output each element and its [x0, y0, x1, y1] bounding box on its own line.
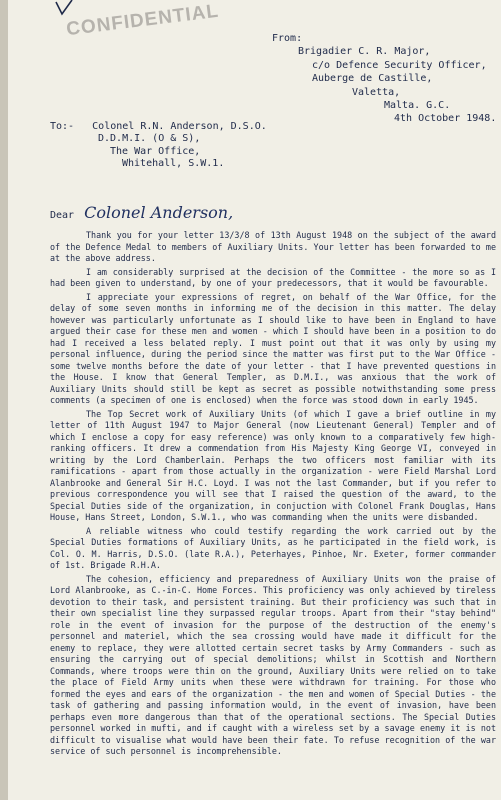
sender-address-line: Malta. G.C.	[384, 100, 451, 112]
salutation	[50, 203, 233, 222]
letter-date: 4th October 1948.	[394, 113, 497, 125]
to-label: To:-	[50, 121, 75, 132]
body-paragraph: The cohesion, efficiency and preparedness of Auxiliary Units won the praise of Lord Alanbrooke, as C.-in-C. Home Forces. This proficiency was only achieved by tireless devotion to their task, and persistent training. But their proficiency was such that in their own specialist line they surpassed regular troops. Apart from their "stay behind" role in the event of invasion for the purpose of the destruction of the enemy's personnel and materiel, which the sea crossing would have made it difficult for the enemy to replace, they were allotted certain secret tasks by Army Commanders - such as ensuring the carrying out of special demolitions; whilst in Scottish and Northern Commands, where troops were thin on the ground, Auxiliary Units were relied on to take the place of Field Army units when these were withdrawn for training. For those who formed the eyes and ears of the organization - the men and women of Special Duties - the task of gathering and passing information would, in the event of invasion, have been perhaps even more dangerous than that of the operational sections. The Special Duties personnel worked in mufti, and if caught with a wireless set by a savage enemy it is not difficult to visualise what would have been their fate. To refuse recognition of the war service of such personnel is incomprehensible.	[50, 573, 496, 756]
handwritten-salutation: Colonel Anderson,	[84, 203, 234, 222]
body-paragraph: Thank you for your letter 13/3/8 of 13th August 1948 on the subject of the award of the Defence Medal to members of Auxiliary Units. Your letter has been forwarded to me at the above address.	[50, 230, 496, 263]
recipient-block	[50, 121, 267, 171]
sender-address-line: c/o Defence Security Officer,	[312, 59, 487, 71]
pen-tick-mark	[54, 0, 74, 20]
letter-page	[8, 0, 501, 800]
recipient-address-line: D.D.M.I. (O & S),	[98, 133, 201, 145]
sender-address-line: Auberge de Castille,	[312, 73, 433, 85]
recipient-name: Colonel R.N. Anderson, D.S.O.	[92, 121, 267, 132]
body-paragraph: I am considerably surprised at the decision of the Committee - the more so as I had been given to understand, by one of your predecessors, that it would be favourable.	[50, 266, 496, 288]
letter-body	[50, 230, 496, 760]
confidential-stamp: CONFIDENTIAL	[65, 0, 221, 41]
body-paragraph: I appreciate your expressions of regret, on behalf of the War Office, for the delay of some seven months in informing me of the decision in this matter. The delay however was particularly unfortunate as I should like to have been in England to have argued their case for these men and women - which I should have been in a position to do had I received a less belated reply. I must point out that it was only by using my personal influence, during the period since the matter was first put to the War Office - some twelve months before the date of your letter - that I have prevented questions in the House. I know that General Templer, as D.M.I., was anxious that the work of Auxiliary Units should still be kept as secret as possible notwithstanding some press comments (a specimen of one is enclosed) when the force was stood down in early 1945.	[50, 291, 496, 405]
salutation-dear: Dear	[50, 210, 75, 221]
page-edge	[0, 0, 8, 800]
sender-name: Brigadier C. R. Major,	[298, 46, 431, 58]
recipient-address-line: The War Office,	[110, 145, 201, 157]
sender-address-line: Valetta,	[352, 86, 401, 98]
recipient-address-line: Whitehall, S.W.1.	[122, 158, 225, 170]
body-paragraph: A reliable witness who could testify regarding the work carried out by the Special Duties formations of Auxiliary Units, as he participated in the field work, is Col. O. M. Harris, D.S.O. (late R.A.), Peterhayes, Pinhoe, Nr. Exeter, former commander of 1st. Brigade R.H.A.	[50, 525, 496, 570]
sender-block	[272, 32, 497, 126]
from-label: From:	[272, 33, 303, 44]
body-paragraph: The Top Secret work of Auxiliary Units (of which I gave a brief outline in my letter of 11th August 1947 to Major General (now Lieutenant General) Templer and of which I enclose a copy for easy reference) was only known to a comparatively few high-ranking officers. It drew a commendation from His Majesty King George VI, conveyed in writing by the Lord Chamberlain. Perhaps the two officers most familiar with its ramifications - apart from those actually in the organization - were Field Marshal Lord Alanbrooke and General Sir H.C. Loyd. I was not the last Commander, but if you refer to previous correspondence you will see that I raised the question of the award, to the Special Duties side of the organization, in conjuction with Colonel Frank Douglas, Hans House, Hans Street, London, S.W.1., who was commanding when the units were disbanded.	[50, 408, 496, 522]
